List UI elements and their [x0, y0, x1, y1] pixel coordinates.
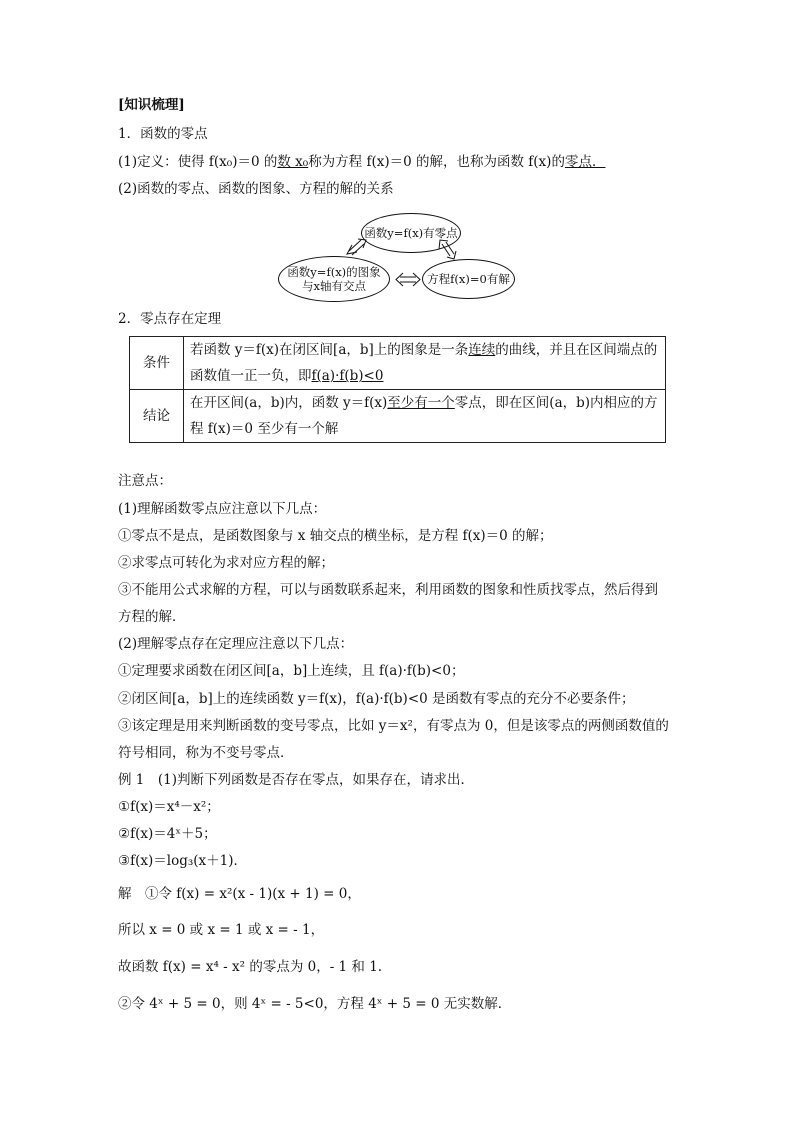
solution-line-1: 解 ①令 f(x) = x²(x - 1)(x + 1) = 0，: [118, 886, 361, 902]
double-arrow-icon-top-left: [347, 239, 366, 255]
notes-point-1-3a: ③不能用公式求解的方程，可以与函数联系起来，利用函数的图象和性质找零点，然后得到: [118, 582, 658, 598]
example-function-3: ③f(x)＝log₃(x＋1)．: [118, 853, 247, 869]
definition-line: [118, 153, 605, 171]
solution-line-2: 所以 x = 0 或 x = 1 或 x = - 1，: [118, 922, 325, 938]
notes-point-2-3a: ③该定理是用来判断函数的变号零点，比如 y＝x²，有零点为 0，但是该零点的两侧函数值的: [118, 718, 669, 734]
condition-text-b: 的曲线，并且在区间端点的: [495, 342, 658, 358]
heading-zero-point: 1．函数的零点: [118, 126, 208, 142]
notes-point-2-2: ②闭区间[a，b]上的连续函数 y＝f(x)，f(a)·f(b)<0 是函数有零点的充分不必要条件；: [118, 691, 635, 707]
notes-point-1-1: ①零点不是点，是函数图象与 x 轴交点的横坐标，是方程 f(x)＝0 的解；: [118, 528, 553, 544]
relation-diagram: [270, 210, 520, 302]
diagram-arrows: [270, 210, 520, 302]
diagram-node-graph-line1: 函数y=f(x)的图象: [287, 265, 381, 279]
theorem-table: [129, 336, 666, 443]
example-title: 例 1 (1)判断下列函数是否存在零点，如果存在，请求出．: [118, 772, 475, 788]
row-label-condition: 条件: [130, 337, 184, 390]
notes-point-2-1: ①定理要求函数在闭区间[a，b]上连续，且 f(a)·f(b)<0；: [118, 663, 465, 679]
conclusion-underline-atleast: 至少有一个: [387, 395, 455, 411]
condition-text-a: 若函数 y＝f(x)在闭区间[a，b]上的图象是一条: [190, 342, 469, 358]
definition-prefix: (1)定义：使得 f(x₀)＝0 的: [118, 154, 278, 170]
example-function-2: ②f(x)＝4ˣ＋5；: [118, 826, 217, 842]
double-arrow-icon-top-right: [439, 240, 456, 259]
notes-point-2-3b: 符号相同，称为不变号零点．: [118, 745, 294, 761]
diagram-node-equation-solution: 方程f(x)=0有解: [422, 259, 515, 299]
conclusion-text-b: 零点，即在区间(a，b)内相应的方: [454, 395, 658, 411]
conclusion-cell: [184, 390, 666, 443]
row-label-conclusion: 结论: [130, 390, 184, 443]
definition-middle: 称为方程 f(x)＝0 的解，也称为函数 f(x)的: [308, 154, 565, 170]
condition-underline-continuous: 连续: [468, 342, 496, 358]
condition-underline-product: f(a)·f(b)<0: [311, 368, 384, 384]
relation-line: (2)函数的零点、函数的图象、方程的解的关系: [118, 181, 394, 197]
conclusion-text-a: 在开区间(a，b)内，函数 y＝f(x): [190, 395, 388, 411]
definition-underline-2: 零点．: [564, 154, 606, 170]
condition-text-c: 函数值一正一负，即: [190, 368, 312, 384]
table-row: [130, 390, 666, 443]
diagram-node-graph-line2: 与x轴有交点: [302, 279, 366, 293]
heading-existence-theorem: 2．零点存在定理: [118, 311, 222, 327]
notes-title: 注意点：: [118, 473, 172, 489]
diagram-node-has-zero: 函数y=f(x)有零点: [361, 213, 461, 253]
condition-cell: [184, 337, 666, 390]
solution-line-4: ②令 4ˣ + 5 = 0，则 4ˣ = - 5<0，方程 4ˣ + 5 = 0 无实数解．: [118, 996, 512, 1012]
solution-line-3: 故函数 f(x) = x⁴ - x² 的零点为 0，- 1 和 1.: [118, 959, 383, 975]
definition-underline-1: 数 x₀: [277, 154, 309, 170]
section-title: [知识梳理]: [118, 97, 185, 113]
table-row: [130, 337, 666, 390]
notes-point-2: (2)理解零点存在定理应注意以下几点：: [118, 636, 354, 652]
notes-point-1: (1)理解函数零点应注意以下几点：: [118, 501, 327, 517]
notes-point-1-2: ②求零点可转化为求对应方程的解；: [118, 555, 334, 571]
conclusion-text-c: 程 f(x)＝0 至少有一个解: [190, 421, 339, 437]
double-arrow-icon-middle: [396, 273, 420, 286]
example-function-1: ①f(x)＝x⁴－x²；: [118, 799, 220, 815]
notes-point-1-3b: 方程的解．: [118, 609, 186, 625]
